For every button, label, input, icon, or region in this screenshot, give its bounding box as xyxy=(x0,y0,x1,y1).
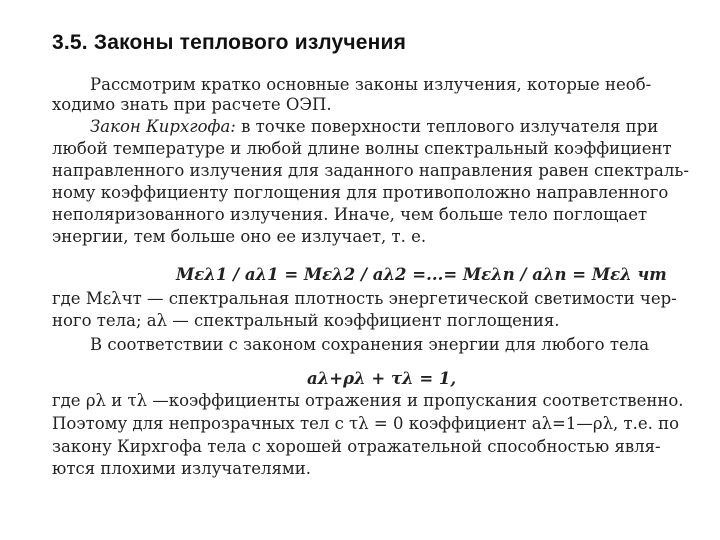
paragraph-line: где Mελчт — спектральная плотность энергетической светимости чер- xyxy=(52,289,677,308)
kirchhoff-formula: Mελ1 / aλ1 = Mελ2 / aλ2 =...= Mελn / aλn = Mελ чт xyxy=(176,265,667,284)
paragraph-line: Рассмотрим кратко основные законы излучения, которые необ- xyxy=(90,75,652,94)
paragraph-line: ются плохими излучателями. xyxy=(52,459,311,478)
paragraph-line: Поэтому для непрозрачных тел с τλ = 0 коэффициент aλ=1—ρλ, т.е. по xyxy=(52,414,680,433)
kirchhoff-law-term: Закон Кирхгофа: xyxy=(90,117,236,136)
energy-conservation-formula: aλ+ρλ + τλ = 1, xyxy=(307,369,457,388)
paragraph-text: в точке поверхности теплового излучателя при xyxy=(235,117,659,136)
paragraph-line: ного тела; aλ — спектральный коэффициент поглощения. xyxy=(52,311,560,330)
paragraph-line: энергии, тем больше оно ее излучает, т. е. xyxy=(52,227,427,246)
paragraph-line: В соответствии с законом сохранения энергии для любого тела xyxy=(90,335,650,354)
paragraph-line: направленного излучения для заданного направления равен спектраль- xyxy=(52,161,689,180)
paragraph-line: неполяризованного излучения. Иначе, чем больше тело поглощает xyxy=(52,205,648,224)
paragraph-line: закону Кирхгофа тела с хорошей отражательной способностью явля- xyxy=(52,437,661,456)
paragraph-line: где ρλ и τλ —коэффициенты отражения и пропускания соответственно. xyxy=(52,391,684,410)
paragraph-line: ходимо знать при расчете ОЭП. xyxy=(52,95,332,114)
paragraph-line: любой температуре и любой длине волны спектральный коэффициент xyxy=(52,139,672,158)
section-title: 3.5. Законы теплового излучения xyxy=(52,31,407,54)
paragraph-line xyxy=(90,117,720,137)
paragraph-line: ному коэффициенту поглощения для противоположно направленного xyxy=(52,183,669,202)
